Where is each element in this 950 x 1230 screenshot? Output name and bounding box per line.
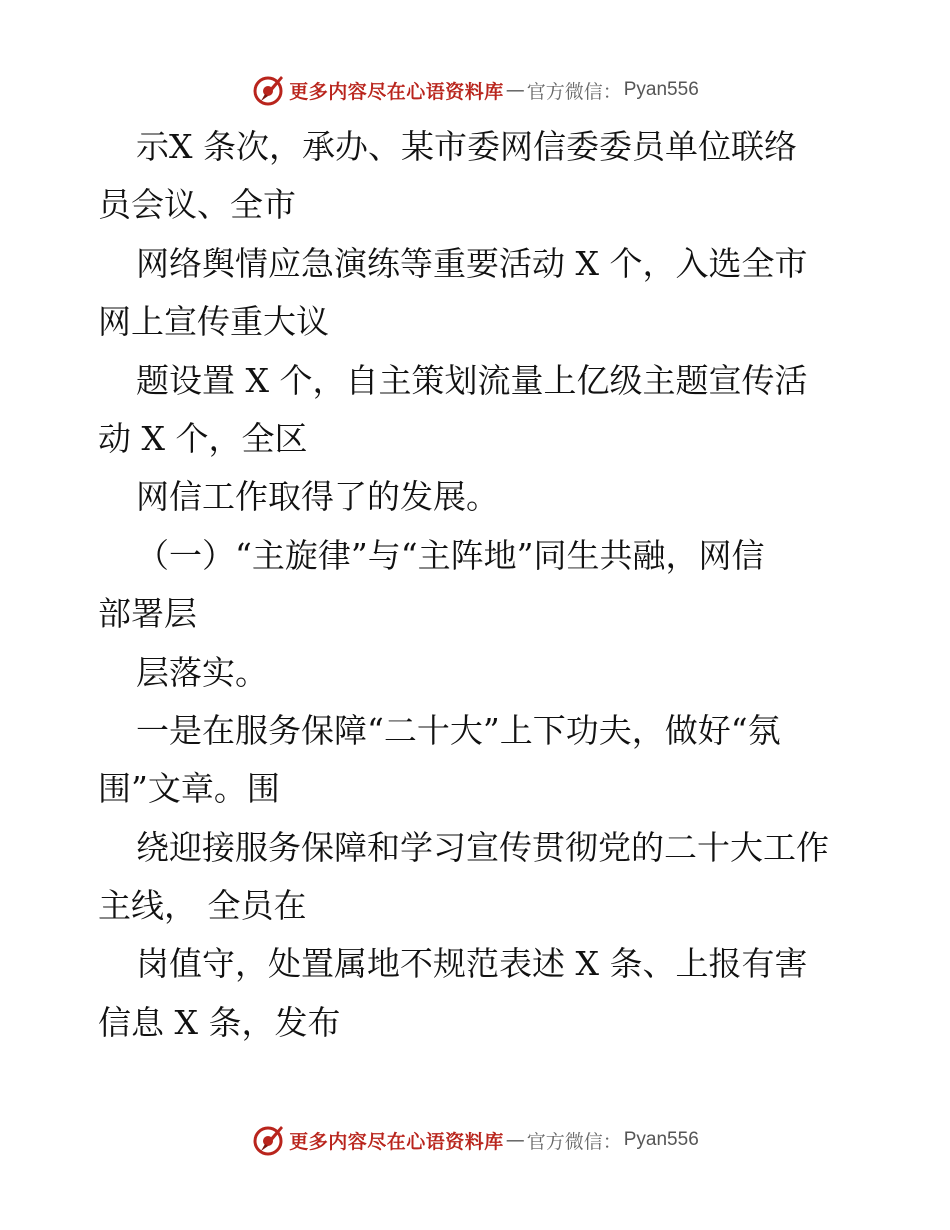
banner-title: 更多内容尽在心语资料库 (289, 1130, 504, 1153)
body-line: 岗值守，处置属地不规范表述 X 条、上报有害 (136, 944, 808, 984)
body-line: 网络舆情应急演练等重要活动 X 个，入选全市 (136, 243, 808, 283)
body-line: 信息 X 条，发布 (98, 1002, 341, 1042)
body-line: 主线， 全员在 (98, 886, 307, 926)
body-line: 题设置 X 个，自主策划流量上亿级主题宣传活 (136, 360, 808, 400)
body-line: 一是在服务保障“二十大”上下功夫，做好“氛 (136, 710, 781, 750)
quill-pen-logo-icon (251, 1123, 285, 1157)
body-line: 示X 条次，承办、某市委网信委委员单位联络 (136, 127, 797, 166)
banner-wechat-label: 官方微信： (526, 1130, 622, 1153)
header-watermark-banner (0, 70, 950, 110)
banner-dash: — (505, 1129, 525, 1151)
document-body (98, 118, 858, 1052)
footer-watermark-banner (0, 1120, 950, 1160)
banner-title: 更多内容尽在心语资料库 (289, 80, 504, 103)
body-line: 网信工作取得了的发展。 (136, 477, 499, 517)
section-heading-line: 部署层 (98, 594, 197, 634)
body-line: 围”文章。围 (98, 769, 280, 809)
banner-dash: — (505, 79, 525, 101)
section-heading-line: （一）“主旋律”与“主阵地”同生共融，网信 (136, 535, 765, 575)
body-line: 绕迎接服务保障和学习宣传贯彻党的二十大工作 (136, 827, 829, 867)
body-line: 层落实。 (136, 652, 268, 692)
banner-wechat-id: Pyan556 (623, 79, 699, 100)
body-line: 网上宣传重大议 (98, 302, 329, 342)
banner-wechat-id: Pyan556 (623, 1129, 699, 1150)
banner-wechat-label: 官方微信： (526, 80, 622, 103)
quill-pen-logo-icon (251, 73, 285, 107)
body-line: 动 X 个，全区 (98, 418, 308, 458)
body-line: 员会议、全市 (98, 185, 296, 225)
